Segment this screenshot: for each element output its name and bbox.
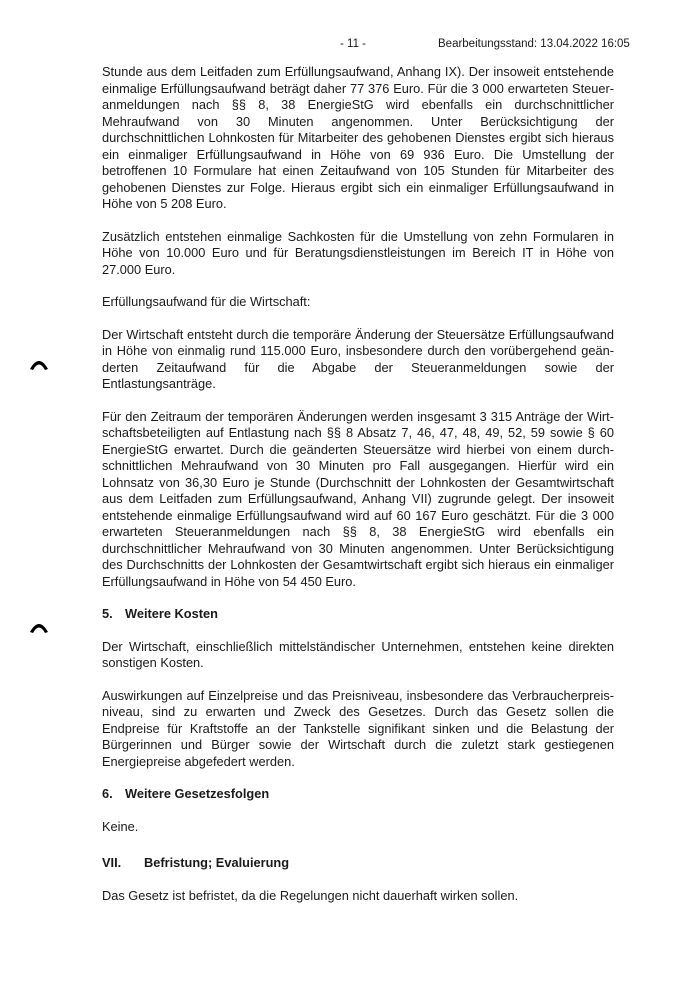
section-number: 5.	[102, 606, 113, 621]
paragraph: Zusätzlich entstehen einmalige Sachkosten für die Umstellung von zehn Formularen in Höhe von 10.000 Euro und für Beratungsdienstleistungen im Bereich IT in Höhe von 27.000 Euro.	[102, 228, 614, 277]
section-title: Weitere Kosten	[125, 606, 218, 621]
section-title: Weitere Gesetzesfolgen	[125, 786, 270, 801]
paragraph: Erfüllungsaufwand für die Wirtschaft:	[102, 294, 311, 309]
page-number: - 11 -	[340, 38, 366, 50]
paragraph: Für den Zeitraum der temporären Änderungen werden insgesamt 3 315 Anträge der Wirtschaftsbeteiligten auf Entlastung nach §§ 8 Absatz 7, 46, 47, 48, 49, 52, 59 sowie § 60 EnergieStG erwartet. Durch die geänderten Steuersätze wird hierbei von einem durchschnittlichen Mehraufwand von 30 Minuten pro Fall ausgegangen. Hierfür wird ein Lohnsatz von 36,30 Euro je Stunde (Durchschnitt der Lohnkosten der Gesamtwirtschaft aus dem Leitfaden zum Erfüllungsaufwand, Anhang VII) zugrunde gelegt. Der insoweit entstehende einmalige Erfüllungsaufwand wird auf 60 167 Euro geschätzt. Für die 3 000 erwarteten Steueranmeldungen nach §§ 8, 38 EnergieStG wird ebenfalls ein durchschnittlicher Mehraufwand von 30 Minuten angenommen. Unter Berücksichtigung des Durchschnitts der Lohnkosten der Gesamtwirtschaft ergibt sich hieraus ein einmaliger Erfüllungsaufwand in Höhe von 54 450 Euro.	[102, 408, 614, 589]
page-header	[0, 38, 700, 54]
section-heading	[102, 786, 614, 803]
section-number: VII.	[102, 855, 122, 870]
margin-mark-icon	[28, 614, 50, 636]
document-body	[102, 64, 614, 920]
paragraph: Der Wirtschaft entsteht durch die temporäre Änderung der Steuersätze Erfüllungsaufwand in Höhe von einmalig rund 115.000 Euro, insbesondere durch den vorübergehend geänderten Zeitaufwand für die Abgabe der Steueranmeldungen sowie der Entlastungsanträge.	[102, 326, 614, 391]
paragraph: Das Gesetz ist befristet, da die Regelungen nicht dauerhaft wirken sollen.	[102, 887, 519, 903]
paragraph: Keine.	[102, 818, 139, 834]
section-number: 6.	[102, 786, 113, 801]
paragraph: Stunde aus dem Leitfaden zum Erfüllungsaufwand, Anhang IX). Der insoweit entstehende einmalige Erfüllungsaufwand beträgt daher 77 376 Euro. Für die 3 000 erwarteten Steueranmeldungen nach §§ 8, 38 EnergieStG wird ebenfalls ein durchschnittlicher Mehraufwand von 30 Minuten angenommen. Unter Berücksichtigung der durchschnittlichen Lohnkosten für Mitarbeiter des gehobenen Dienstes ergibt sich hieraus ein einmaliger Erfüllungsaufwand in Höhe von 69 936 Euro. Die Umstellung der betroffenen 10 Formulare hat einen Zeitaufwand von 105 Stunden für Mitarbeiter des gehobenen Dienstes zur Folge. Hieraus ergibt sich ein einmaliger Erfüllungsaufwand in Höhe von 5 208 Euro.	[102, 64, 614, 211]
paragraph: Der Wirtschaft, einschließlich mittelständischer Unternehmen, entstehen keine direkten sonstigen Kosten.	[102, 638, 614, 670]
paragraph: Auswirkungen auf Einzelpreise und das Preisniveau, insbesondere das Verbraucherpreisniveau, sind zu erwarten und Zweck des Gesetzes. Durch das Gesetz sollen die Endpreise für Kraftstoffe an der Tankstelle signifikant sinken und die Belastung der Bürgerinnen und Bürger sowie der Wirtschaft durch die zuletzt stark gestiegenen Energiepreise abgefedert werden.	[102, 687, 614, 769]
revision-status: Bearbeitungsstand: 13.04.2022 16:05	[438, 38, 630, 50]
section-heading	[102, 855, 614, 872]
margin-mark-icon	[28, 351, 50, 373]
section-title: Befristung; Evaluierung	[144, 855, 290, 870]
section-heading	[102, 606, 614, 623]
